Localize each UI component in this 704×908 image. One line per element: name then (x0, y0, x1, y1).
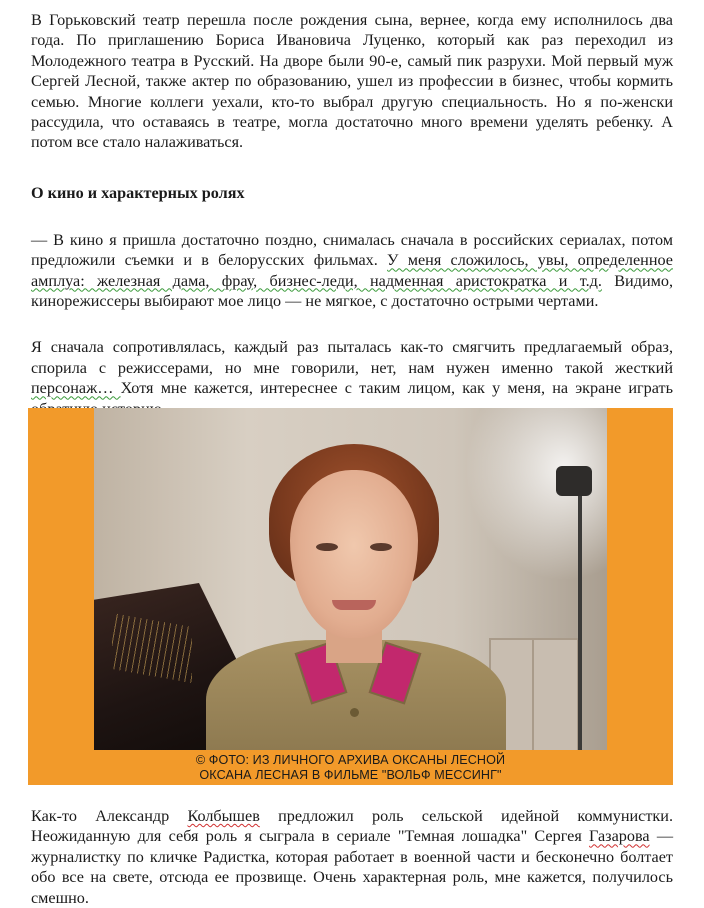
paragraph-resistance (31, 337, 673, 419)
section-heading: О кино и характерных ролях (31, 183, 245, 202)
article-body (31, 10, 673, 419)
paragraph-resistance-part3: Хотя мне кажется, интереснее с таким лицом, как у меня, на экране играть (120, 379, 673, 398)
paragraph-cinema-part1: — В кино я пришла достаточно поздно, снималась сначала в российских сериалах, потом предложили съемки и в белорусских фильмах. (31, 230, 673, 270)
grammar-marked-word: персонаж… (31, 379, 121, 398)
photo-block (28, 408, 673, 785)
studio-lamp-image (556, 466, 592, 496)
photo-caption: ОКСАНА ЛЕСНАЯ В ФИЛЬМЕ "ВОЛЬФ МЕССИНГ" (199, 768, 502, 782)
grammar-marked-text: У меня сложилось, увы, определенное амплуа: железная дама, фрау, бизнес-леди, надменная аристократка и т.д. (31, 251, 673, 290)
paragraph-roles-part5: — журналистку по кличке Радистка, которая работает в военной части и бесконечно болтает обо все на свете, отсюда ее прозвище. Очень характерная роль, мне кажется, получилось смешно. (31, 827, 674, 907)
paragraph-roles-part3: предложил роль сельской идейной коммунистки. Неожиданную для себя роль я сыграла в сериале "Темная лошадка" Сергея (31, 807, 673, 846)
spell-marked-name-gazarov: Газарова (589, 827, 650, 846)
paragraph-theatre: В Горьковский театр перешла после рождения сына, вернее, когда ему исполнилось два года. По приглашению Бориса Ивановича Луценко, который как раз переходил из Молодежного театра в Русский. На дворе были 90-е, самый пик разрухи. Мой первый муж Сергей Лесной, также актер по образованию, ушел из профессии в бизнес, чтобы кормить семью. Многие коллеги уехали, кто-то выбрал другую специальность. Но я по-женски рассудила, что оставаясь в театре, могла достаточно много времени уделять ребенку. А потом все стало налаживаться. (31, 11, 673, 152)
spell-marked-name-kolbyshev: Колбышев (187, 807, 260, 825)
paragraph-resistance-part1: Я сначала сопротивлялась, каждый раз пыталась как-то смягчить предлагаемый образ, спорила с режиссерами, но мне говорили, нет, нам нужен именно такой жесткий (31, 338, 673, 377)
paragraph-roles (31, 806, 673, 908)
paragraph-cinema-part3: Видимо, кинорежиссеры выбирают мое лицо — не мягкое, с достаточно острыми чертами. (31, 271, 673, 311)
photo-credit: © ФОТО: ИЗ ЛИЧНОГО АРХИВА ОКСАНЫ ЛЕСНОЙ (195, 753, 506, 767)
actress-photo (94, 408, 607, 750)
paragraph-cinema (31, 230, 673, 312)
paragraph-roles-part1: Как-то Александр (31, 807, 188, 825)
article-body-continued (31, 806, 673, 908)
